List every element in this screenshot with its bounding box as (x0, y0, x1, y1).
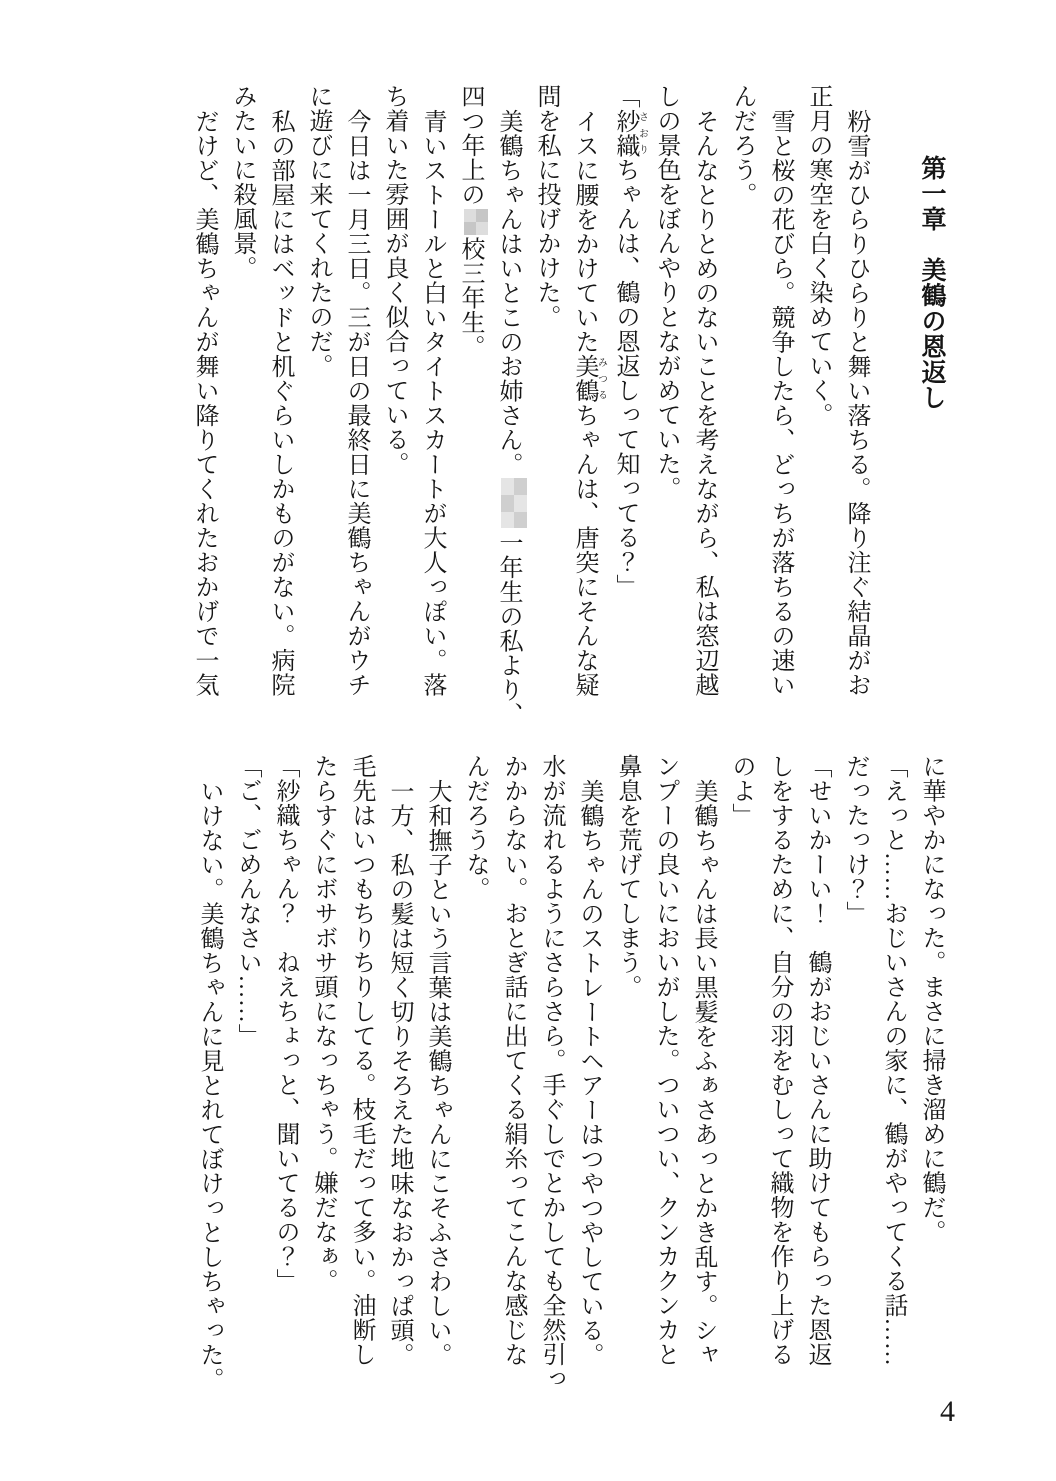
text-line: 粉雪がひらりひらりと舞い落ちる。降り注ぐ結晶がお (843, 108, 869, 697)
text-line: 鼻息を荒げてしまう。 (614, 754, 640, 999)
text-line: んだろう。 (729, 84, 755, 207)
chapter-heading: 第一章 美鶴の恩返し (918, 155, 945, 410)
text-line: しをするために、自分の羽をむしって織物を作り上げる (766, 754, 792, 1367)
text-line: ンプーの良いにおいがした。ついつい、クンカクンカと (652, 754, 678, 1367)
text-line: いけない。美鶴ちゃんに見とれてぼけっとしちゃった。 (196, 778, 222, 1391)
text-line: 私の部屋にはベッドと机ぐらいしかものがない。病院 (267, 108, 293, 697)
page-number: 4 (940, 1395, 955, 1428)
text-line: 雪と桜の花びら。競争したら、どっちが落ちるの速い (767, 108, 793, 697)
ruby-annotated-text: 紗織さおり (612, 108, 648, 158)
text-line: かからない。おとぎ話に出てくる絹糸ってこんな感じな (500, 754, 526, 1367)
text-line: 「ご、ごめんなさい……」 (234, 754, 260, 1048)
text-line: 毛先はいつもちりちりしてる。枝毛だって多い。油断し (348, 754, 374, 1367)
text-line: だけど、美鶴ちゃんが舞い降りてくれたおかげで一気 (191, 108, 217, 697)
text-line: のよ」 (728, 754, 754, 828)
text-line: に華やかになった。まさに掃き溜めに鶴だ。 (918, 754, 944, 1244)
top-text-block (185, 84, 950, 732)
text-line: 「えっと……おじいさんの家に、鶴がやってくる話…… (880, 754, 906, 1367)
text-line: たらすぐにボサボサ頭になっちゃう。嫌だなぁ。 (310, 754, 336, 1293)
text-line: 一方、私の髪は短く切りそろえた地味なおかっぱ頭。 (386, 778, 412, 1367)
text-line: 今日は一月三日。三が日の最終日に美鶴ちゃんがウチ (343, 108, 369, 697)
ruby-annotated-text: 美鶴みつる (571, 353, 607, 403)
text-line: そんなとりとめのないことを考えながら、私は窓辺越 (691, 108, 717, 697)
text-line: 問を私に投げかけた。 (533, 84, 559, 329)
text-line: 「紗織さおりちゃんは、鶴の恩返しって知ってる？」 (612, 84, 648, 599)
text-line: 四つ年上の校三年生。 (451, 84, 489, 732)
text-line: んだろうな。 (462, 754, 488, 901)
text-line: イスに腰をかけていた美鶴みつるちゃんは、唐突にそんな疑 (571, 108, 607, 697)
text-line: 「せいかーい！ 鶴がおじいさんに助けてもらった恩返 (804, 754, 830, 1367)
bottom-text-block (190, 754, 950, 1402)
text-line: 青いストールと白いタイトスカートが大人っぽい。落 (419, 108, 445, 697)
text-line: 美鶴ちゃんのストレートヘアーはつやつやしている。 (576, 778, 602, 1367)
text-line: に遊びに来てくれたのだ。 (305, 84, 331, 378)
text-line: だったっけ？」 (842, 754, 868, 926)
text-line: しの景色をぼんやりとながめていた。 (653, 84, 679, 501)
censored-mosaic (464, 209, 488, 235)
text-line: 正月の寒空を白く染めていく。 (805, 84, 831, 427)
text-line: 大和撫子という言葉は美鶴ちゃんにこそふさわしい。 (424, 778, 450, 1367)
text-line: 美鶴ちゃんは長い黒髪をふぁさあっとかき乱す。シャ (690, 778, 716, 1367)
text-line: 「紗織ちゃん？ ねえちょっと、聞いてるの？」 (272, 754, 298, 1293)
censored-mosaic (501, 478, 527, 528)
text-line: ち着いた雰囲が良く似合っている。 (381, 84, 407, 476)
text-line: 美鶴ちゃんはいとこのお姉さん。一年生の私より、 (489, 84, 527, 732)
text-line: 水が流れるようにさらさら。手ぐしでとかしても全然引っ (538, 754, 564, 1391)
text-line: みたいに殺風景。 (229, 84, 255, 280)
